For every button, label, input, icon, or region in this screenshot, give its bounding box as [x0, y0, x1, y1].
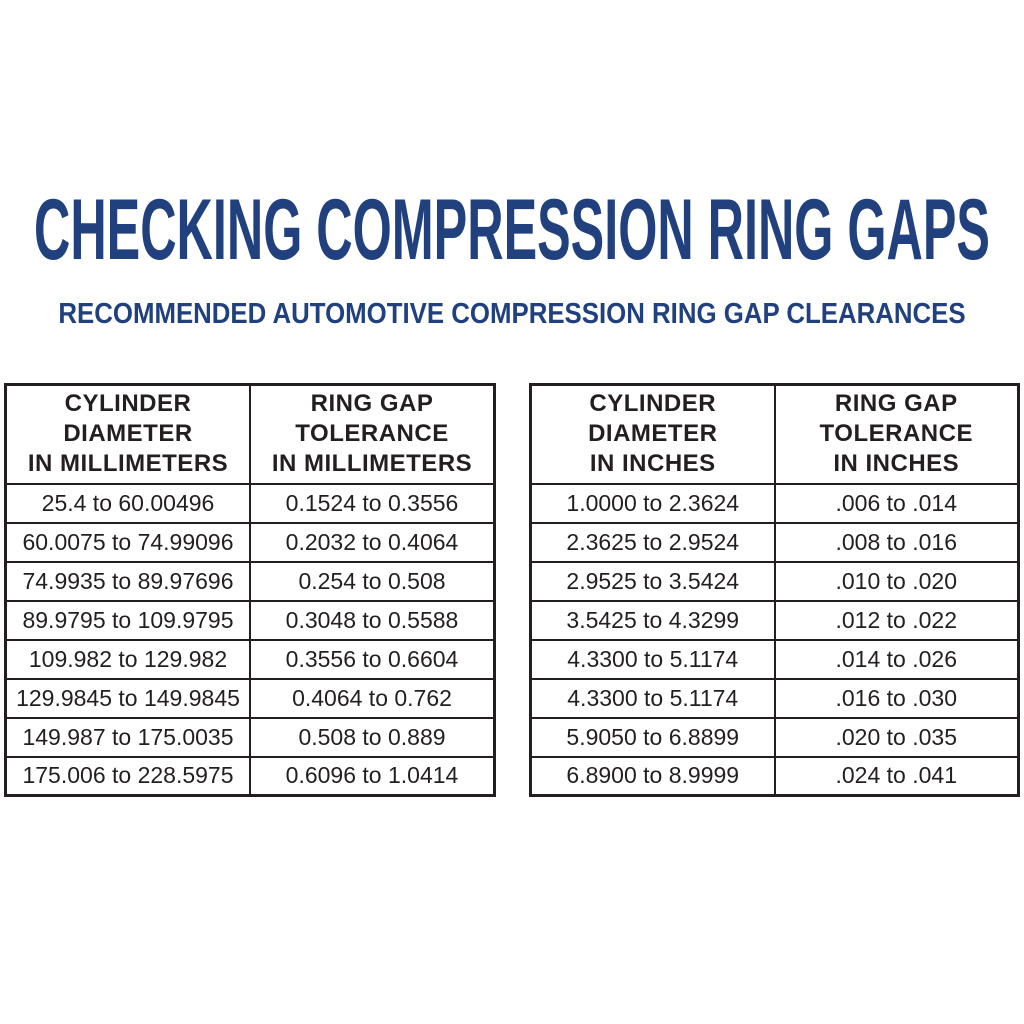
cylinder-diameter-cell: 4.3300 to 5.1174	[531, 640, 775, 679]
header-line: DIAMETER	[588, 420, 718, 448]
table-row	[531, 757, 1019, 796]
table-row	[6, 640, 495, 679]
cylinder-diameter-cell: 2.9525 to 3.5424	[531, 562, 775, 601]
header-line: CYLINDER	[589, 390, 717, 418]
table-row	[6, 757, 495, 796]
cylinder-diameter-cell: 149.987 to 175.0035	[6, 718, 251, 757]
cylinder-diameter-cell: 4.3300 to 5.1174	[531, 679, 775, 718]
ring-gap-tolerance-cell: .006 to .014	[775, 484, 1019, 523]
header-line: IN INCHES	[589, 450, 716, 478]
table-row	[531, 679, 1019, 718]
header-line: TOLERANCE	[295, 420, 449, 448]
cylinder-diameter-cell: 2.3625 to 2.9524	[531, 523, 775, 562]
ring-gap-tolerance-cell: 0.1524 to 0.3556	[250, 484, 495, 523]
ring-gap-tolerance-cell: .016 to .030	[775, 679, 1019, 718]
table-row	[6, 601, 495, 640]
cylinder-diameter-cell: 109.982 to 129.982	[6, 640, 251, 679]
cylinder-diameter-cell: 1.0000 to 2.3624	[531, 484, 775, 523]
ring-gap-tolerance-cell: .010 to .020	[775, 562, 1019, 601]
cylinder-diameter-cell: 60.0075 to 74.99096	[6, 523, 251, 562]
header-line: IN INCHES	[833, 450, 960, 478]
millimeters-table	[4, 383, 496, 797]
table-row	[6, 523, 495, 562]
ring-gap-tolerance-cell: 0.3556 to 0.6604	[250, 640, 495, 679]
table-header-row	[6, 385, 495, 484]
header-line: RING GAP	[834, 390, 958, 418]
table-row	[6, 484, 495, 523]
table-row	[531, 484, 1019, 523]
ring-gap-tolerance-cell: .020 to .035	[775, 718, 1019, 757]
mm-ring-gap-tolerance-header	[250, 385, 495, 484]
header-line: IN MILLIMETERS	[271, 450, 473, 478]
page-subtitle: RECOMMENDED AUTOMOTIVE COMPRESSION RING GAP CLEARANCES	[58, 298, 966, 330]
ring-gap-tolerance-cell: .014 to .026	[775, 640, 1019, 679]
cylinder-diameter-cell: 74.9935 to 89.97696	[6, 562, 251, 601]
cylinder-diameter-cell: 175.006 to 228.5975	[6, 757, 251, 796]
ring-gap-tolerance-cell: 0.508 to 0.889	[250, 718, 495, 757]
in-ring-gap-tolerance-header	[775, 385, 1019, 484]
mm-cylinder-diameter-header	[6, 385, 251, 484]
ring-gap-tolerance-cell: .008 to .016	[775, 523, 1019, 562]
cylinder-diameter-cell: 129.9845 to 149.9845	[6, 679, 251, 718]
table-row	[531, 601, 1019, 640]
ring-gap-tolerance-cell: 0.4064 to 0.762	[250, 679, 495, 718]
header-line: DIAMETER	[63, 420, 193, 448]
cylinder-diameter-cell: 3.5425 to 4.3299	[531, 601, 775, 640]
table-header-row	[531, 385, 1019, 484]
ring-gap-tolerance-cell: .024 to .041	[775, 757, 1019, 796]
cylinder-diameter-cell: 5.9050 to 6.8899	[531, 718, 775, 757]
ring-gap-tolerance-cell: 0.2032 to 0.4064	[250, 523, 495, 562]
ring-gap-tolerance-cell: 0.3048 to 0.5588	[250, 601, 495, 640]
table-row	[6, 718, 495, 757]
cylinder-diameter-cell: 89.9795 to 109.9795	[6, 601, 251, 640]
page-title: CHECKING COMPRESSION RING GAPS	[34, 182, 990, 278]
cylinder-diameter-cell: 25.4 to 60.00496	[6, 484, 251, 523]
header-line: TOLERANCE	[819, 420, 973, 448]
in-cylinder-diameter-header	[531, 385, 775, 484]
table-row	[531, 523, 1019, 562]
table-row	[6, 562, 495, 601]
ring-gap-tolerance-cell: .012 to .022	[775, 601, 1019, 640]
cylinder-diameter-cell: 6.8900 to 8.9999	[531, 757, 775, 796]
header-line: IN MILLIMETERS	[27, 450, 229, 478]
ring-gap-tolerance-cell: 0.254 to 0.508	[250, 562, 495, 601]
header-line: RING GAP	[310, 390, 434, 418]
header-line: CYLINDER	[64, 390, 192, 418]
table-row	[6, 679, 495, 718]
inches-table	[529, 383, 1020, 797]
ring-gap-tolerance-cell: 0.6096 to 1.0414	[250, 757, 495, 796]
table-row	[531, 640, 1019, 679]
table-row	[531, 562, 1019, 601]
table-row	[531, 718, 1019, 757]
